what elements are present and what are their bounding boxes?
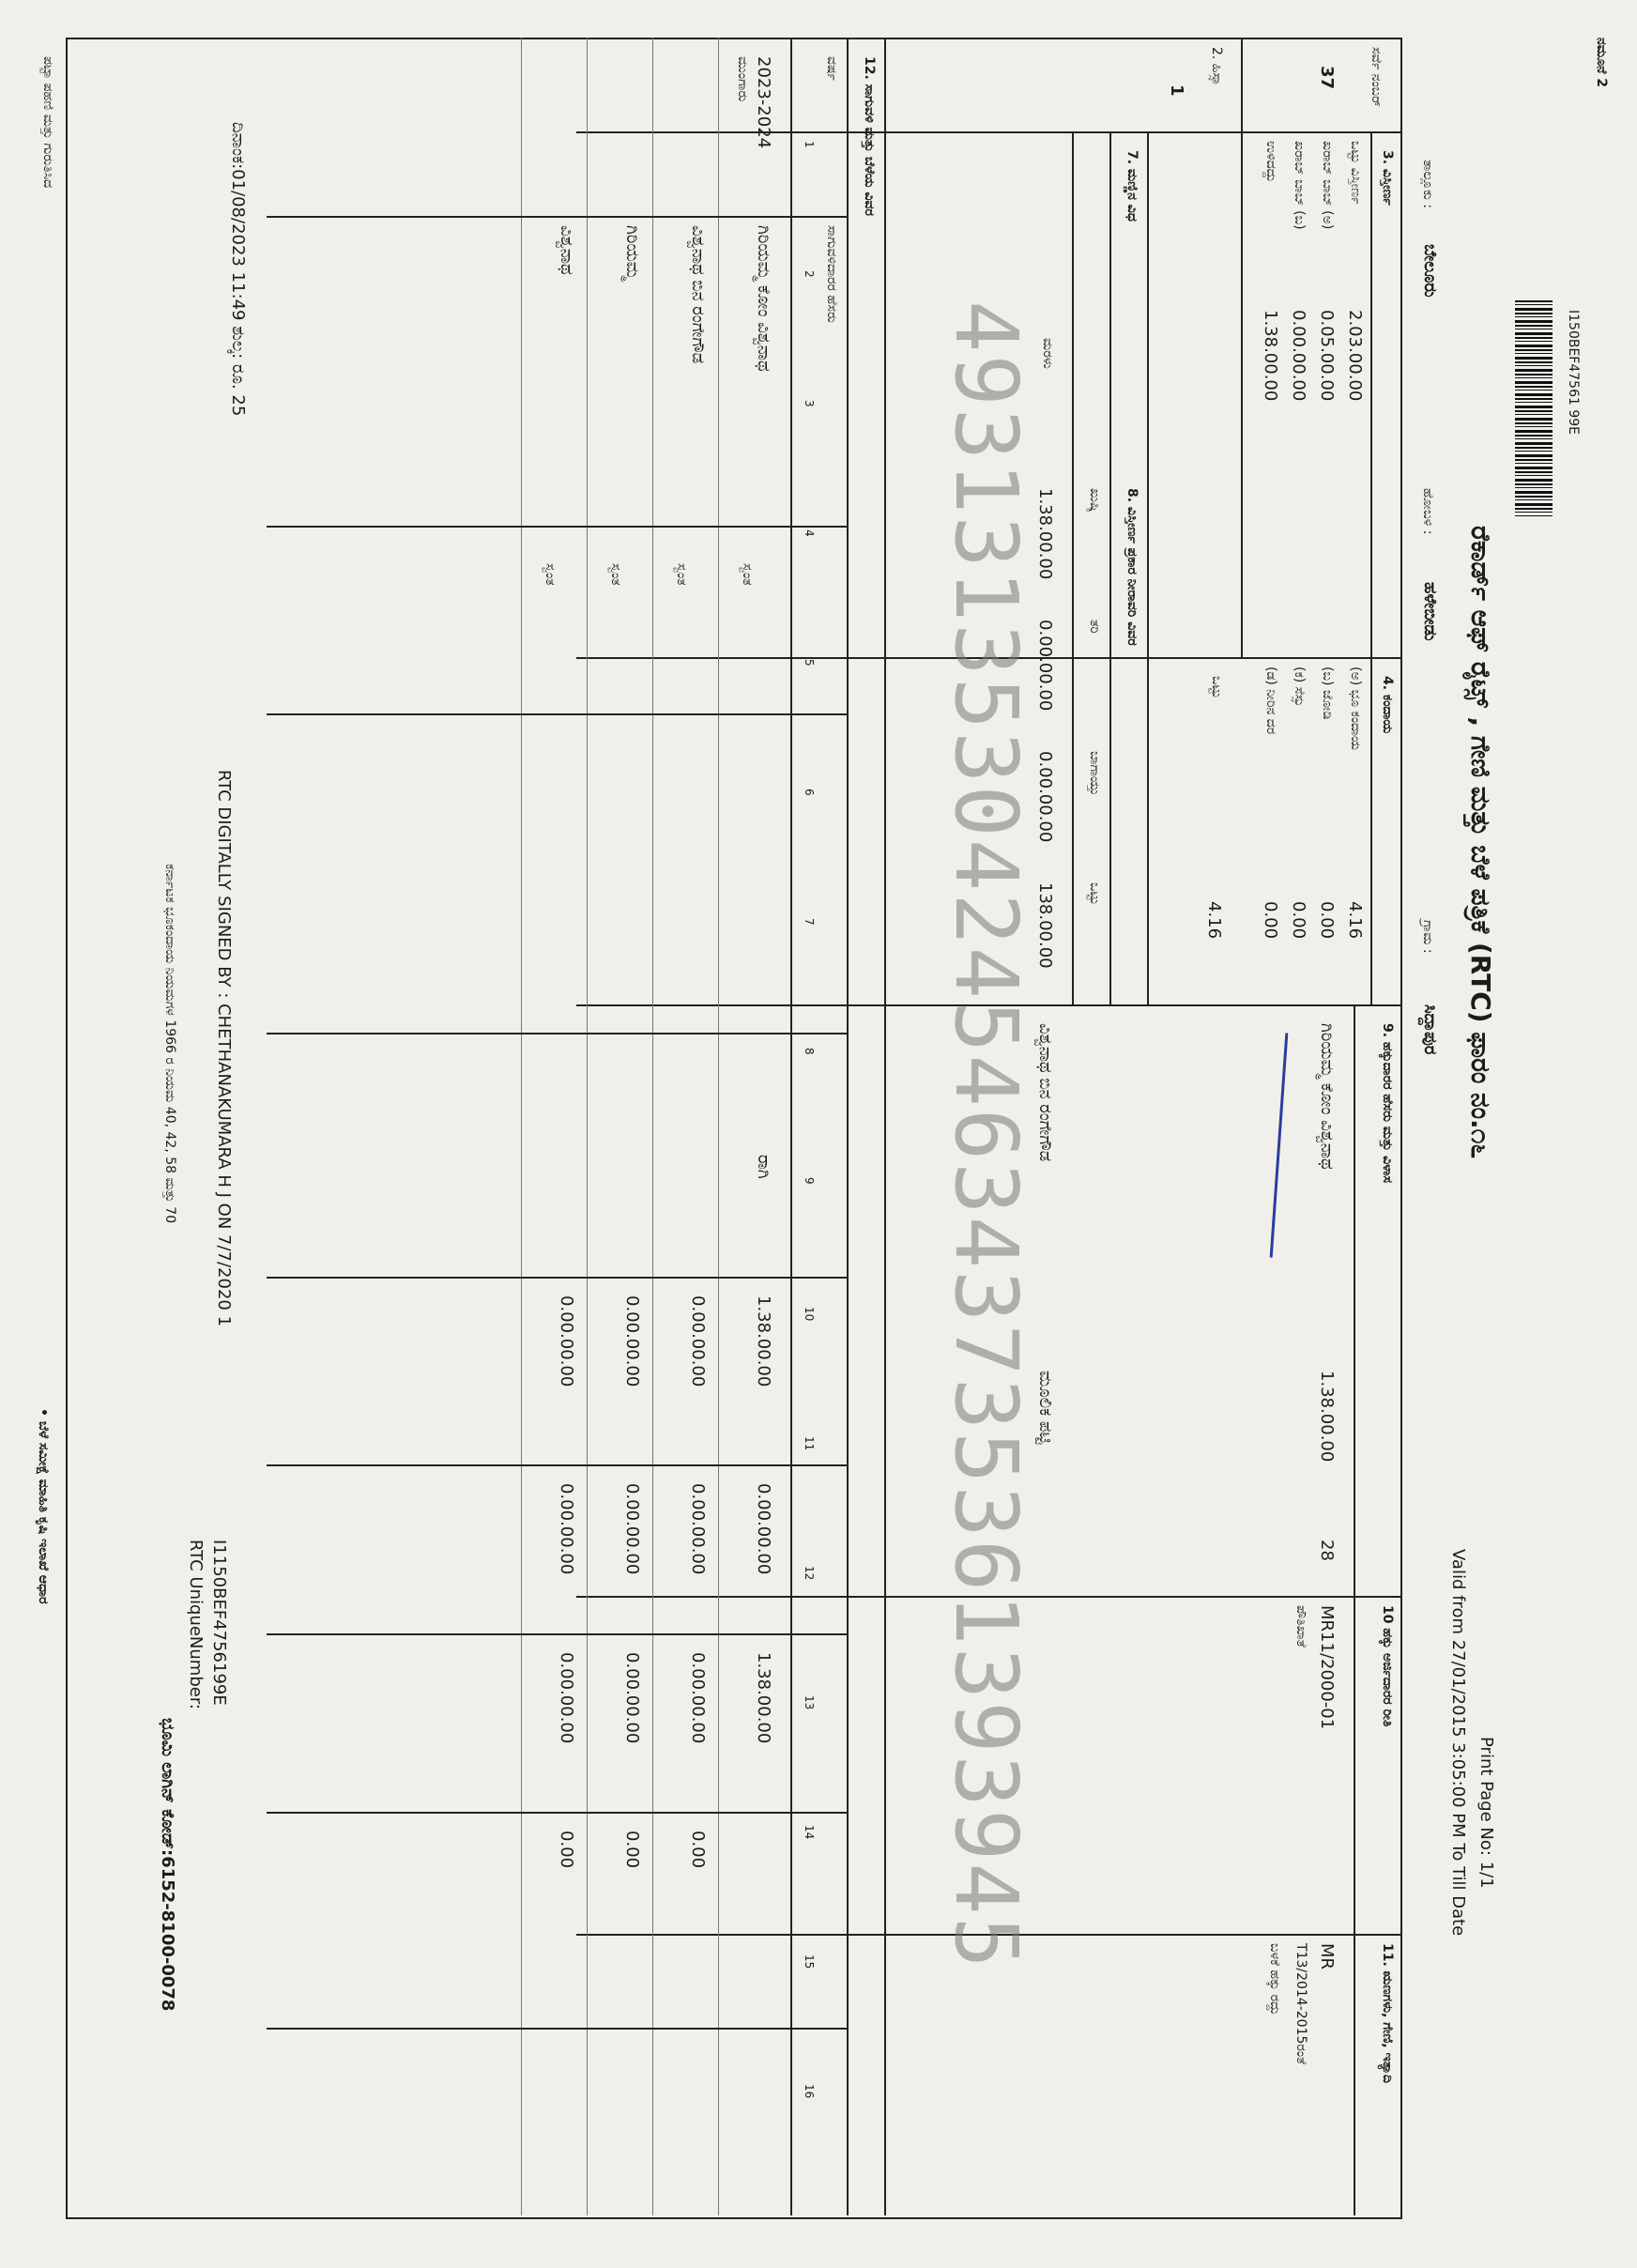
column-number: 11 bbox=[803, 1436, 816, 1451]
watermark-number: 4931313530424546343735361393945 bbox=[936, 300, 1036, 1971]
survey-label: ಸರ್ವೆ ನಂಬರ್ bbox=[1369, 47, 1384, 108]
page-title: ರೆಕಾರ್ಡ್ ಆಫ್ ರೈಟ್ಸ್ , ಗೇಣಿ ಮತ್ತು ಬೆಳೆ ಪತ್ರಿಕೆ (RTC) ಫಾರಂ ನಂ.೧೬ bbox=[1465, 526, 1496, 1159]
column-number: 13 bbox=[803, 1695, 816, 1710]
crop-area-c: 1.38.00.00 bbox=[754, 1652, 773, 1744]
crop-column-divider bbox=[267, 1277, 849, 1279]
soil-name: ಮರಳು bbox=[1040, 338, 1055, 369]
liabilities-detail: T13/2014-2015ರಂತೆ bbox=[1293, 1943, 1308, 2064]
taluk-value: ಬೇಲೂರು bbox=[1420, 244, 1440, 298]
area-row-label: ಖರಾಬ್ ಬಾಬ್ (ಅ) bbox=[1320, 141, 1335, 230]
area-row-label: ಉಳಿದದ್ದು bbox=[1263, 141, 1278, 183]
crop-survey-note: • ಬೆಳೆ ಸಮೀಕ್ಷೆ ಮಾಹಿತಿ ಕೃಷಿ ಇಲಾಖೆ ಆಧಾರ bbox=[36, 1408, 51, 1604]
column-number: 8 bbox=[803, 1048, 816, 1055]
unique-label: RTC UniqueNumber: bbox=[186, 1540, 206, 1709]
crop-column-divider bbox=[267, 216, 849, 218]
act-reference: ಕರ್ನಾಟಕ ಭೂಕಂದಾಯ ನಿಯಮಗಳ 1966 ರ ನಿಯಮ 40, 42, 58 ಮತ್ತು 70 bbox=[162, 864, 177, 1224]
hobli-value: ಹಳೇಬೀಡು bbox=[1420, 582, 1440, 641]
crop-heading: 12. ಸಾಗುವಳಿ ಮತ್ತು ಬೆಳೆಯ ವಿವರ bbox=[862, 56, 877, 216]
crop-area-a: 0.00.00.00 bbox=[688, 1295, 708, 1387]
owner-heading: 9. ಹಕ್ಕುದಾರರ ಹೆಸರು ಮತ್ತು ವಿಳಾಸ bbox=[1380, 1023, 1395, 1184]
column-number: 3 bbox=[803, 400, 816, 407]
column-number: 10 bbox=[803, 1307, 816, 1322]
village-label: ಗ್ರಾಮ : bbox=[1420, 920, 1435, 954]
tenant-note: ಮೂಲಿಕ ಪಟ್ಟಿ bbox=[1035, 1371, 1055, 1445]
hobli-label: ಹೋಬಳಿ : bbox=[1420, 488, 1435, 535]
irrigation-header: ಖುಷ್ಕಿ bbox=[1087, 488, 1102, 513]
unique-number: I1150BEF4756199E bbox=[209, 1540, 229, 1706]
area-heading: 3. ವಿಸ್ತೀರ್ಣ bbox=[1380, 150, 1395, 206]
crop-column-divider bbox=[267, 713, 849, 715]
soil-heading: 7. ಮಣ್ಣಿನ ವಿಧ bbox=[1124, 150, 1140, 222]
column-number: 2 bbox=[803, 270, 816, 278]
crop-area-c: 0.00.00.00 bbox=[557, 1652, 576, 1744]
hissa-number: 1 bbox=[1167, 84, 1186, 97]
crop-column-divider bbox=[267, 2028, 849, 2030]
tenure-type: ಸ್ವಂತ bbox=[674, 563, 689, 586]
irrigation-value: 1.38.00.00 bbox=[1035, 488, 1055, 580]
main-frame bbox=[66, 38, 1402, 2219]
mutation-heading: 10 ಹಕ್ಕು ಅರ್ಜಿದಾರರ ರೀತಿ bbox=[1380, 1605, 1395, 1727]
tax-row-label: (ಬ) ಜೋಡಿ bbox=[1320, 667, 1335, 720]
crop-column-divider bbox=[267, 1812, 849, 1814]
mutation-note: ಪೌತಿಖಾತೆ bbox=[1293, 1605, 1308, 1647]
irrigation-header: ಒಟ್ಟು bbox=[1087, 882, 1102, 906]
crop-area-a: 0.00.00.00 bbox=[622, 1295, 642, 1387]
cultivator-name: ವಿಶ್ವನಾಥ bbox=[557, 225, 576, 275]
digital-signature: RTC DIGITALLY SIGNED BY : CHETHANAKUMARA H J ON 7/7/2020 1 bbox=[214, 770, 234, 1327]
cultivator-col: ಸಾಗುವಳಿದಾರರ ಹೆಸರು bbox=[824, 225, 839, 323]
crop-area-b: 0.00.00.00 bbox=[754, 1483, 773, 1575]
crop-column-divider bbox=[267, 1633, 849, 1635]
crop-area-b: 0.00.00.00 bbox=[557, 1483, 576, 1575]
column-number: 1 bbox=[803, 141, 816, 148]
cultivator-name: ಗಿರಿಯಮ್ಮ ಕೋಂ ವಿಶ್ವನಾಥ bbox=[754, 225, 773, 372]
area-row-label: ಖರಾಬ್ ಬಾಬ್ (ಬ) bbox=[1292, 141, 1307, 230]
column-number: 7 bbox=[803, 918, 816, 926]
tax-row-label: (ಅ) ಭೂ ಕಂದಾಯ bbox=[1348, 667, 1363, 751]
crop-column-divider bbox=[267, 1464, 849, 1466]
tenure-type: ಸ್ವಂತ bbox=[608, 563, 623, 586]
crop-column-divider bbox=[267, 1033, 849, 1034]
crop-zero: 0.00 bbox=[688, 1831, 708, 1869]
irrigation-value: 0.00.00.00 bbox=[1035, 620, 1055, 712]
liabilities-note: ಬಳಕೆ ಹಕ್ಕು ರದ್ದು bbox=[1267, 1943, 1282, 2015]
survey-number: 37 bbox=[1317, 66, 1337, 90]
tax-row-value: 4.16 bbox=[1345, 901, 1365, 940]
crop-season: ಮುಂಗಾರು bbox=[735, 56, 750, 102]
tax-row-label: (ಡ) ನೀರಿನ ದರ bbox=[1263, 667, 1278, 735]
cultivator-name: ಗಿರಿಯಮ್ಮ bbox=[622, 225, 642, 281]
column-number: 5 bbox=[803, 659, 816, 667]
irrigation-heading: 8. ವಿಸ್ತೀರ್ಣ ಪ್ರಕಾರ ನೀರಾವರಿ ವಿವರ bbox=[1124, 488, 1140, 646]
area-row-value: 2.03.00.00 bbox=[1345, 310, 1365, 402]
crop-year: 2023-2024 bbox=[754, 56, 773, 149]
tax-row-value: 0.00 bbox=[1289, 901, 1308, 940]
tenure-type: ಸ್ವಂತ bbox=[543, 563, 558, 586]
row-divider bbox=[652, 38, 653, 2215]
tax-row-value: 0.00 bbox=[1317, 901, 1337, 940]
irrigation-header: ಬಾಗಾಯ್ತು bbox=[1087, 751, 1102, 796]
crop-zero: 0.00 bbox=[622, 1831, 642, 1869]
row-divider bbox=[521, 38, 522, 2215]
column-number: 16 bbox=[803, 2084, 816, 2099]
column-number: 9 bbox=[803, 1177, 816, 1185]
year-label: ವರ್ಷ bbox=[824, 56, 839, 81]
column-number: 14 bbox=[803, 1825, 816, 1840]
crop-area-c: 0.00.00.00 bbox=[622, 1652, 642, 1744]
area-row-label: ಒಟ್ಟು ವಿಸ್ತೀರ್ಣ bbox=[1348, 141, 1363, 205]
owner-khata: 28 bbox=[1317, 1540, 1337, 1561]
irrigation-value: 138.00.00 bbox=[1035, 882, 1055, 969]
liabilities-mr: MR bbox=[1317, 1943, 1337, 1970]
tenant-name: ವಿಶ್ವನಾಥ ಬಿನ ರಂಗೇಗೌಡ bbox=[1035, 1023, 1055, 1162]
footer-note: ಪಟ್ಟಾ ಪಹಣಿ ಮತ್ತು ಗುರುತಿಸಿದ bbox=[40, 56, 55, 189]
crop-column-divider bbox=[267, 526, 849, 528]
valid-from: Valid from 27/01/2015 3:05:00 PM To Till Date bbox=[1448, 1549, 1468, 1937]
tenure-type: ಸ್ವಂತ bbox=[740, 563, 755, 586]
cultivator-name: ವಿಶ್ವನಾಥ ಬಿನ ರಂಗೇಗೌಡ bbox=[688, 225, 708, 364]
area-row-value: 0.05.00.00 bbox=[1317, 310, 1337, 402]
crop-area-a: 1.38.00.00 bbox=[754, 1295, 773, 1387]
area-row-value: 0.00.00.00 bbox=[1289, 310, 1308, 402]
tax-row-label: (ಕ) ಸೆಸ್ಸು bbox=[1292, 667, 1307, 707]
mutation-ref: MR11/2000-01 bbox=[1317, 1605, 1337, 1730]
column-number: 15 bbox=[803, 1954, 816, 1969]
taluk-label: ತಾಲ್ಲೂಕು : bbox=[1420, 160, 1435, 208]
barcode bbox=[1515, 300, 1553, 516]
tax-total-label: ಒಟ್ಟು bbox=[1209, 676, 1224, 699]
owner-name: ಗಿರಿಯಮ್ಮ ಕೋಂ ವಿಶ್ವನಾಥ bbox=[1317, 1023, 1337, 1170]
crop-area-b: 0.00.00.00 bbox=[622, 1483, 642, 1575]
crop-area-a: 0.00.00.00 bbox=[557, 1295, 576, 1387]
hissa-label: 2. ಹಿಸ್ಸಾ bbox=[1209, 47, 1224, 86]
row-divider bbox=[718, 38, 719, 2215]
form-number: ನಮೂನೆ 2 bbox=[1594, 38, 1609, 87]
column-number: 12 bbox=[803, 1566, 816, 1581]
owner-area: 1.38.00.00 bbox=[1317, 1371, 1337, 1463]
crop-area-b: 0.00.00.00 bbox=[688, 1483, 708, 1575]
column-number: 4 bbox=[803, 529, 816, 537]
barcode-id: I150BEF47561 99E bbox=[1566, 310, 1581, 435]
tax-heading: 4. ಕಂದಾಯ bbox=[1380, 676, 1395, 734]
crop-name: ರಾಗಿ bbox=[754, 1155, 773, 1179]
column-number: 6 bbox=[803, 789, 816, 796]
crop-zero: 0.00 bbox=[557, 1831, 576, 1869]
irrigation-header: ತರಿ bbox=[1087, 620, 1102, 634]
tax-total: 4.16 bbox=[1204, 901, 1224, 940]
liabilities-heading: 11. ಋಣಗಳು, ಗೇಣಿ, ಇತ್ಯಾದಿ bbox=[1380, 1943, 1395, 2084]
area-row-value: 1.38.00.00 bbox=[1261, 310, 1280, 402]
land-login-code: ಭೂಮಿ ಲಾಗಿನ್ ಕೋಡ್:6152-8100-0078 bbox=[158, 1718, 177, 2012]
print-page-no: Print Page No: 1/1 bbox=[1476, 1737, 1496, 1889]
tax-row-value: 0.00 bbox=[1261, 901, 1280, 940]
issue-date: ದಿನಾಂಕ:01/08/2023 11:49 ಶುಲ್ಕ: ರೂ. 25 bbox=[228, 122, 248, 417]
irrigation-value: 0.00.00.00 bbox=[1035, 751, 1055, 843]
row-divider bbox=[587, 38, 588, 2215]
crop-area-c: 0.00.00.00 bbox=[688, 1652, 708, 1744]
village-value: ಸಿದ್ದಾಪುರ bbox=[1420, 1004, 1440, 1055]
